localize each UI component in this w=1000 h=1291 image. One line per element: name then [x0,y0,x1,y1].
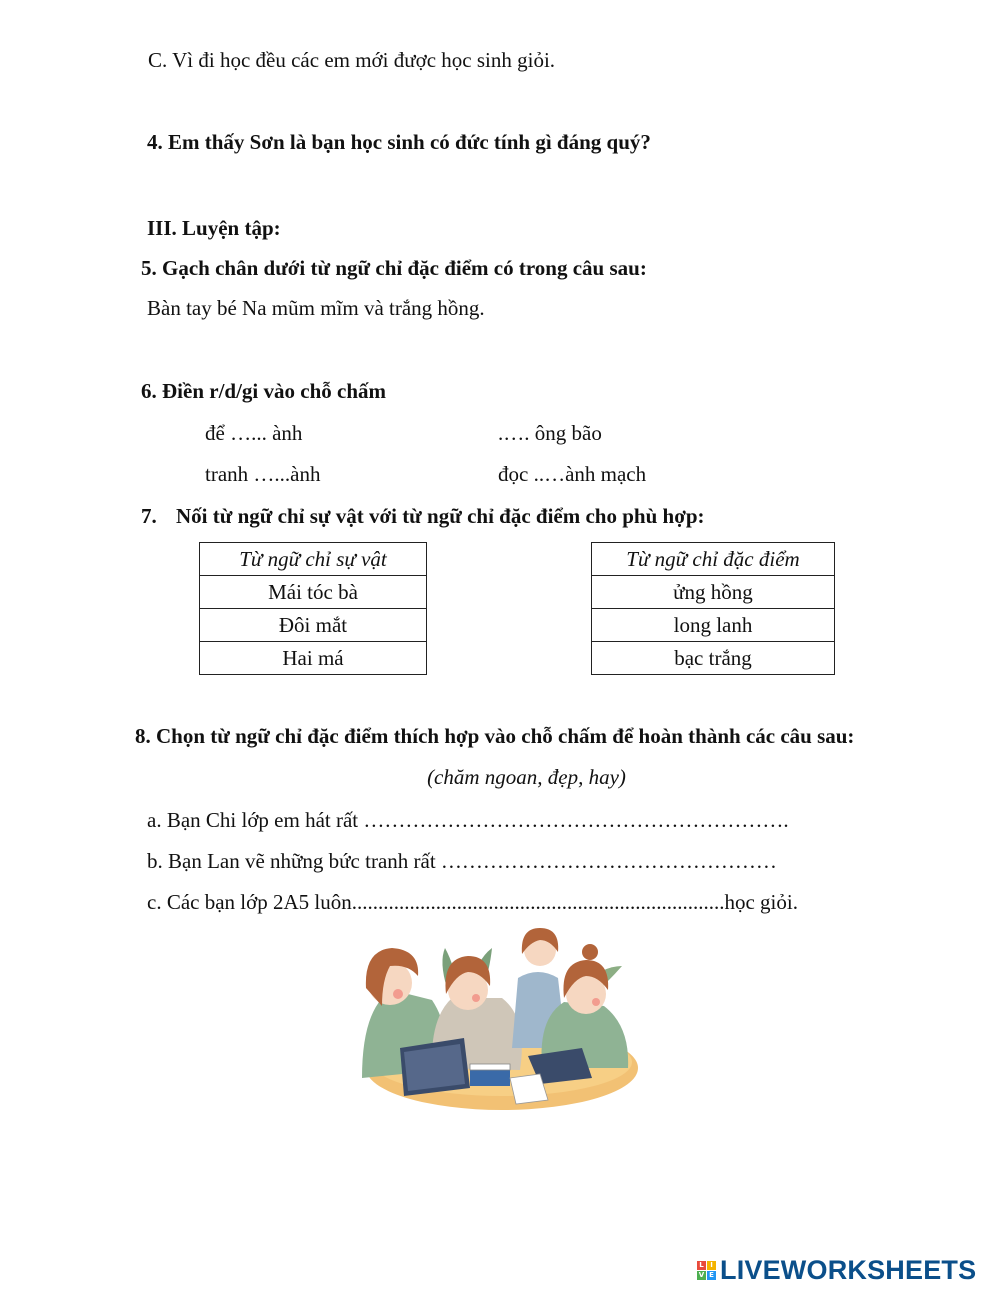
logo-icon [697,1261,716,1280]
trait-item: long lanh [592,609,835,642]
students-group-study-illustration [352,928,642,1138]
logo-letter: V [698,1270,705,1279]
traits-header: Từ ngữ chỉ đặc điểm [592,543,835,576]
logo-text: LIVEWORKSHEETS [720,1254,977,1285]
q6-item-2: .…. ông bão [498,421,602,445]
question-4: 4. Em thấy Sơn là bạn học sinh có đức tính gì đáng quý? [147,130,651,154]
thing-item: Mái tóc bà [200,576,427,609]
question-7-title: Nối từ ngữ chỉ sự vật với từ ngữ chỉ đặc điểm cho phù hợp: [176,504,705,528]
q3-option-c: C. Vì đi học đều các em mới được học sinh giỏi. [148,48,556,72]
thing-item: Hai má [200,642,427,675]
q8-sentence-b: b. Bạn Lan vẽ những bức tranh rất ………………………………………… [147,849,777,873]
trait-item: bạc trắng [592,642,835,675]
q6-item-1: để …... ành [205,421,303,445]
logo-letter: E [707,1271,716,1280]
question-7-number: 7. [141,504,157,528]
things-header: Từ ngữ chỉ sự vật [200,543,427,576]
liveworksheets-logo [697,1255,976,1285]
q8-sentence-c: c. Các bạn lớp 2A5 luôn.......................................................................học giỏi. [147,890,798,914]
logo-letter: I [707,1261,716,1270]
traits-table [591,542,835,675]
question-8-options: (chăm ngoan, đẹp, hay) [427,765,626,789]
section-title-practice: III. Luyện tập: [147,216,281,240]
thing-item: Đôi mắt [200,609,427,642]
question-6-title: 6. Điền r/d/gi vào chỗ chấm [141,379,386,403]
question-8-title: 8. Chọn từ ngữ chỉ đặc điểm thích hợp vào chỗ chấm để hoàn thành các câu sau: [135,724,855,748]
q8-sentence-a: a. Bạn Chi lớp em hát rất ……………………………………………………. [147,808,789,832]
question-5-sentence: Bàn tay bé Na mũm mĩm và trắng hồng. [147,296,485,320]
q6-item-3: tranh …...ành [205,462,321,486]
trait-item: ửng hồng [592,576,835,609]
q6-item-4: đọc ..…ành mạch [498,462,647,486]
logo-letter: L [697,1261,706,1270]
question-5-title: 5. Gạch chân dưới từ ngữ chỉ đặc điểm có trong câu sau: [141,256,647,280]
things-table [199,542,427,675]
